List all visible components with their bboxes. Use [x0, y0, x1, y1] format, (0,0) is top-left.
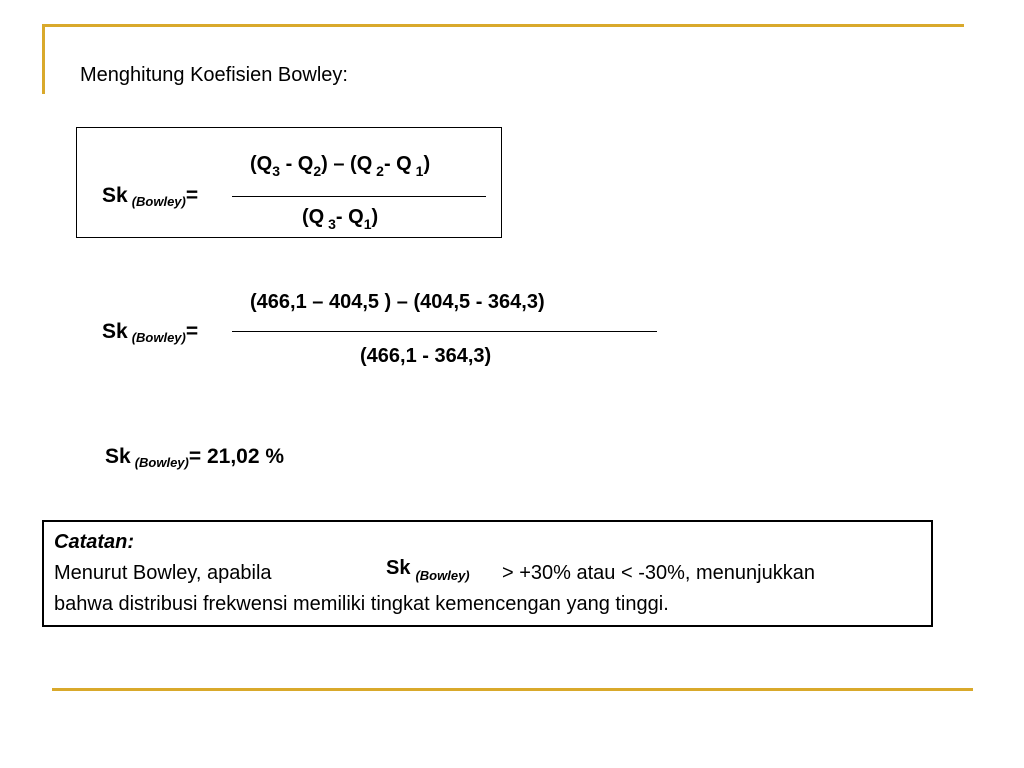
substitution-numerator: (466,1 – 404,5 ) – (404,5 - 364,3) — [250, 291, 545, 313]
slide-title: Menghitung Koefisien Bowley: — [80, 64, 348, 86]
formula-fraction-line — [232, 196, 486, 197]
substitution-denominator: (466,1 - 364,3) — [360, 345, 492, 367]
formula-denominator: (Q $_3$- $Q_1$) — [302, 206, 379, 232]
formula-box — [76, 127, 502, 238]
result-line: Sk (Bowley)= 21,02 % — [105, 445, 285, 470]
substitution-sk-label: Sk (Bowley)= — [102, 320, 199, 345]
top-accent-bar — [42, 24, 964, 27]
note-sk-label: Sk $_{(Bowley)}$ — [386, 557, 470, 583]
formula-sk-label: Sk (Bowley)= — [102, 184, 199, 209]
note-heading: Catatan: — [54, 531, 135, 553]
result-value: 21,02 % — [201, 445, 285, 468]
left-accent-bar — [42, 24, 45, 94]
note-line1-start: Menurut Bowley, apabila — [54, 562, 272, 584]
substitution-fraction-line — [232, 331, 657, 332]
bottom-accent-bar — [52, 688, 973, 691]
formula-numerator: $(Q_3 - Q_2) - (Q$ $_2$- Q $_1$) — [250, 153, 431, 179]
note-line1-end: > +30% atau < -30%, menunjukkan — [502, 562, 815, 584]
note-line2: bahwa distribusi frekwensi memiliki tingkat kemencengan yang tinggi. — [54, 593, 669, 615]
